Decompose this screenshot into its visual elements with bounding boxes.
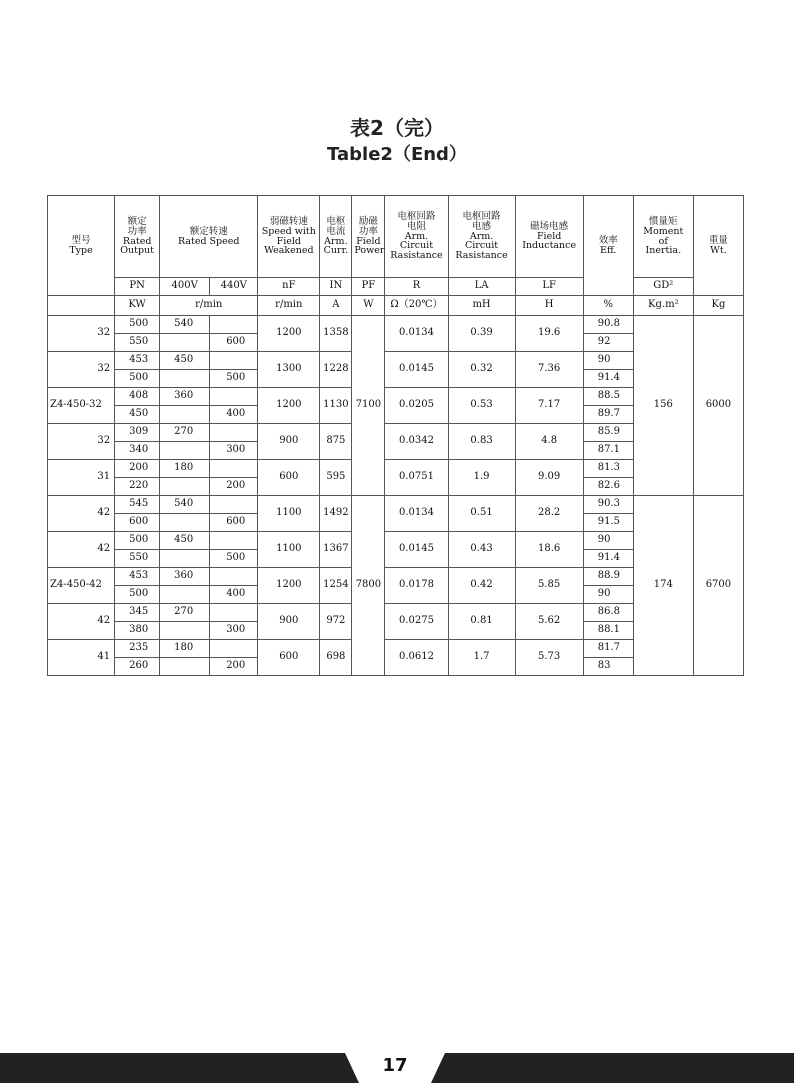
speed-440v-cell: 400 (210, 406, 258, 424)
resistance-cell: 0.0178 (385, 568, 448, 604)
rated-output-cell: 545 (115, 496, 160, 514)
speed-400v-cell: 540 (160, 316, 210, 334)
model-name: Z4-450-42 (50, 579, 102, 591)
type-number: 32 (97, 327, 111, 339)
resistance-cell: 0.0342 (385, 424, 448, 460)
weight-cell: 6000 (693, 316, 743, 496)
field-inductance-cell: 7.17 (515, 388, 583, 424)
efficiency-cell: 88.5 (583, 388, 633, 406)
symbol-pf: PF (352, 278, 385, 296)
unit-mh: mH (448, 296, 515, 316)
header-circuit-resistance: 电枢回路 电阻 Arm. Circuit Rasistance (385, 196, 448, 278)
speed-440v-cell (210, 460, 258, 478)
inertia-cell: 156 (633, 316, 693, 496)
arm-current-cell: 595 (320, 460, 352, 496)
type-number: 42 (97, 507, 111, 519)
field-inductance-cell: 5.85 (515, 568, 583, 604)
efficiency-cell: 91.5 (583, 514, 633, 532)
speed-400v-cell (160, 658, 210, 676)
arm-inductance-cell: 0.53 (448, 388, 515, 424)
weight-cell: 6700 (693, 496, 743, 676)
rated-output-cell: 450 (115, 406, 160, 424)
speed-400v-cell: 360 (160, 388, 210, 406)
arm-current-cell: 875 (320, 424, 352, 460)
speed-440v-cell (210, 568, 258, 586)
arm-inductance-cell: 1.7 (448, 640, 515, 676)
header-output: 额定 功率 Rated Output (115, 196, 160, 278)
resistance-cell: 0.0134 (385, 496, 448, 532)
unit-a: A (320, 296, 352, 316)
weakened-speed-cell: 600 (258, 640, 320, 676)
symbol-pn: PN (115, 278, 160, 296)
speed-440v-cell (210, 532, 258, 550)
page-number: 17 (382, 1055, 408, 1076)
type-number: 31 (97, 471, 111, 483)
rated-output-cell: 453 (115, 568, 160, 586)
unit-rmin-rated: r/min (160, 296, 258, 316)
type-number: 42 (97, 543, 111, 555)
speed-400v-cell: 270 (160, 424, 210, 442)
rated-output-cell: 260 (115, 658, 160, 676)
type-cell (48, 388, 115, 424)
speed-400v-cell (160, 370, 210, 388)
speed-440v-cell (210, 496, 258, 514)
efficiency-cell: 85.9 (583, 424, 633, 442)
arm-inductance-cell: 1.9 (448, 460, 515, 496)
speed-400v-cell (160, 514, 210, 532)
speed-400v-cell (160, 550, 210, 568)
efficiency-cell: 88.1 (583, 622, 633, 640)
rated-output-cell: 500 (115, 316, 160, 334)
arm-inductance-cell: 0.51 (448, 496, 515, 532)
speed-400v-cell: 270 (160, 604, 210, 622)
header-field-power: 励磁 功率 Field Power (352, 196, 385, 278)
unit-rmin-weak: r/min (258, 296, 320, 316)
unit-kw: KW (115, 296, 160, 316)
rated-output-cell: 340 (115, 442, 160, 460)
model-name: Z4-450-32 (50, 399, 102, 411)
header-weight: 重量 Wt. (693, 196, 743, 296)
rated-output-cell: 345 (115, 604, 160, 622)
weakened-speed-cell: 1200 (258, 316, 320, 352)
rated-output-cell: 408 (115, 388, 160, 406)
speed-400v-cell: 180 (160, 640, 210, 658)
rated-output-cell: 500 (115, 532, 160, 550)
type-cell (48, 568, 115, 604)
efficiency-cell: 88.9 (583, 568, 633, 586)
arm-inductance-cell: 0.43 (448, 532, 515, 568)
header-efficiency: 效率 Eff. (583, 196, 633, 296)
header-arm-inductance: 电枢回路 电感 Arm. Circuit Rasistance (448, 196, 515, 278)
unit-kg: Kg (693, 296, 743, 316)
arm-current-cell: 1130 (320, 388, 352, 424)
symbol-gd: GD² (633, 278, 693, 296)
speed-440v-cell: 500 (210, 370, 258, 388)
rated-output-cell: 500 (115, 586, 160, 604)
rated-output-cell: 200 (115, 460, 160, 478)
symbol-r: R (385, 278, 448, 296)
type-cell (48, 352, 115, 388)
speed-400v-cell (160, 334, 210, 352)
field-inductance-cell: 5.73 (515, 640, 583, 676)
speed-440v-cell: 300 (210, 622, 258, 640)
efficiency-cell: 89.7 (583, 406, 633, 424)
arm-inductance-cell: 0.39 (448, 316, 515, 352)
speed-440v-cell: 500 (210, 550, 258, 568)
weakened-speed-cell: 1100 (258, 532, 320, 568)
unit-pct: % (583, 296, 633, 316)
resistance-cell: 0.0145 (385, 532, 448, 568)
type-number: 41 (97, 651, 111, 663)
inertia-cell: 174 (633, 496, 693, 676)
type-number: 42 (97, 615, 111, 627)
header-field-inductance: 磁场电感 Field Inductance (515, 196, 583, 278)
arm-inductance-cell: 0.32 (448, 352, 515, 388)
unit-blank (48, 296, 115, 316)
speed-440v-cell: 300 (210, 442, 258, 460)
rated-output-cell: 309 (115, 424, 160, 442)
rated-output-cell: 235 (115, 640, 160, 658)
arm-current-cell: 1358 (320, 316, 352, 352)
efficiency-cell: 83 (583, 658, 633, 676)
rated-output-cell: 380 (115, 622, 160, 640)
weakened-speed-cell: 1200 (258, 388, 320, 424)
field-inductance-cell: 9.09 (515, 460, 583, 496)
title-chinese: 表2（完） (350, 116, 444, 140)
weakened-speed-cell: 1300 (258, 352, 320, 388)
speed-440v-cell (210, 604, 258, 622)
field-inductance-cell: 7.36 (515, 352, 583, 388)
unit-ohm: Ω（20℃） (385, 296, 448, 316)
arm-inductance-cell: 0.42 (448, 568, 515, 604)
rated-output-cell: 600 (115, 514, 160, 532)
header-arm-current: 电枢 电流 Arm. Curr. (320, 196, 352, 278)
field-power-cell: 7100 (352, 316, 385, 496)
symbol-in: IN (320, 278, 352, 296)
efficiency-cell: 90.3 (583, 496, 633, 514)
arm-current-cell: 1228 (320, 352, 352, 388)
header-inertia: 惯量矩 Moment of Inertia. (633, 196, 693, 278)
arm-current-cell: 698 (320, 640, 352, 676)
type-cell (48, 316, 115, 352)
type-cell (48, 460, 115, 496)
field-inductance-cell: 18.6 (515, 532, 583, 568)
resistance-cell: 0.0612 (385, 640, 448, 676)
speed-440v-cell (210, 424, 258, 442)
type-cell (48, 424, 115, 460)
efficiency-cell: 92 (583, 334, 633, 352)
unit-w: W (352, 296, 385, 316)
header-type: 型号 Type (48, 196, 115, 296)
speed-400v-cell (160, 442, 210, 460)
symbol-400v: 400V (160, 278, 210, 296)
type-number: 32 (97, 363, 111, 375)
efficiency-cell: 90.8 (583, 316, 633, 334)
unit-h: H (515, 296, 583, 316)
symbol-la: LA (448, 278, 515, 296)
speed-440v-cell (210, 352, 258, 370)
speed-400v-cell: 180 (160, 460, 210, 478)
symbol-nf: nF (258, 278, 320, 296)
resistance-cell: 0.0145 (385, 352, 448, 388)
speed-440v-cell (210, 316, 258, 334)
type-cell (48, 532, 115, 568)
field-inductance-cell: 5.62 (515, 604, 583, 640)
field-power-cell: 7800 (352, 496, 385, 676)
resistance-cell: 0.0275 (385, 604, 448, 640)
efficiency-cell: 90 (583, 532, 633, 550)
speed-400v-cell: 450 (160, 532, 210, 550)
header-weakened-speed: 弱磁转速 Speed with Field Weakened (258, 196, 320, 278)
speed-440v-cell: 400 (210, 586, 258, 604)
efficiency-cell: 87.1 (583, 442, 633, 460)
rated-output-cell: 453 (115, 352, 160, 370)
speed-440v-cell: 600 (210, 514, 258, 532)
arm-inductance-cell: 0.83 (448, 424, 515, 460)
arm-current-cell: 1254 (320, 568, 352, 604)
efficiency-cell: 81.7 (583, 640, 633, 658)
weakened-speed-cell: 900 (258, 424, 320, 460)
title-english: Table2（End） (327, 144, 467, 165)
arm-inductance-cell: 0.81 (448, 604, 515, 640)
speed-400v-cell (160, 586, 210, 604)
speed-440v-cell (210, 388, 258, 406)
field-inductance-cell: 4.8 (515, 424, 583, 460)
efficiency-cell: 91.4 (583, 370, 633, 388)
weakened-speed-cell: 900 (258, 604, 320, 640)
header-rated-speed: 额定转速 Rated Speed (160, 196, 258, 278)
arm-current-cell: 1492 (320, 496, 352, 532)
arm-current-cell: 972 (320, 604, 352, 640)
efficiency-cell: 82.6 (583, 478, 633, 496)
rated-output-cell: 220 (115, 478, 160, 496)
weakened-speed-cell: 600 (258, 460, 320, 496)
efficiency-cell: 91.4 (583, 550, 633, 568)
resistance-cell: 0.0205 (385, 388, 448, 424)
resistance-cell: 0.0134 (385, 316, 448, 352)
type-number: 32 (97, 435, 111, 447)
speed-400v-cell: 540 (160, 496, 210, 514)
field-inductance-cell: 28.2 (515, 496, 583, 532)
type-cell (48, 640, 115, 676)
table-row (48, 316, 744, 334)
rated-output-cell: 550 (115, 550, 160, 568)
type-cell (48, 496, 115, 532)
field-inductance-cell: 19.6 (515, 316, 583, 352)
unit-kgm2: Kg.m² (633, 296, 693, 316)
weakened-speed-cell: 1100 (258, 496, 320, 532)
type-cell (48, 604, 115, 640)
efficiency-cell: 90 (583, 352, 633, 370)
speed-440v-cell: 200 (210, 658, 258, 676)
speed-400v-cell (160, 622, 210, 640)
weakened-speed-cell: 1200 (258, 568, 320, 604)
speed-400v-cell: 360 (160, 568, 210, 586)
symbol-440v: 440V (210, 278, 258, 296)
speed-440v-cell: 600 (210, 334, 258, 352)
symbol-lf: LF (515, 278, 583, 296)
efficiency-cell: 90 (583, 586, 633, 604)
spec-table (47, 195, 744, 676)
speed-400v-cell (160, 406, 210, 424)
resistance-cell: 0.0751 (385, 460, 448, 496)
efficiency-cell: 81.3 (583, 460, 633, 478)
speed-400v-cell (160, 478, 210, 496)
arm-current-cell: 1367 (320, 532, 352, 568)
table-row (48, 496, 744, 514)
rated-output-cell: 550 (115, 334, 160, 352)
speed-440v-cell (210, 640, 258, 658)
efficiency-cell: 86.8 (583, 604, 633, 622)
speed-440v-cell: 200 (210, 478, 258, 496)
rated-output-cell: 500 (115, 370, 160, 388)
speed-400v-cell: 450 (160, 352, 210, 370)
